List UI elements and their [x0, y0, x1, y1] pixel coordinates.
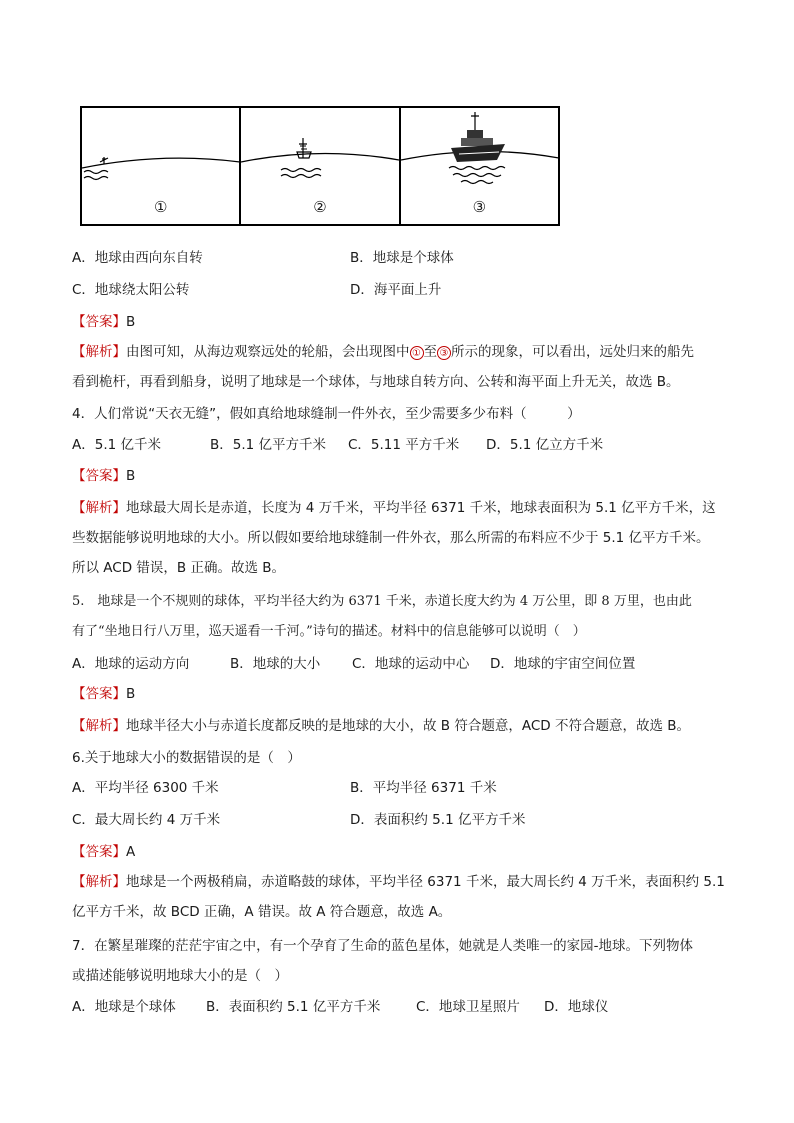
q7-option-c: C．地球卫星照片: [416, 999, 520, 1015]
q4-option-c: C．5.11 平方千米: [348, 437, 460, 453]
q4-analysis-line-1: [72, 498, 716, 518]
q5-option-b: B．地球的大小: [230, 656, 321, 672]
answer-tag: 【答案】: [72, 468, 126, 484]
analysis-tag: 【解析】: [72, 500, 126, 516]
figure-panel-2: [241, 108, 400, 224]
q7-stem-line-2: 或描述能够说明地球大小的是（ ）: [72, 968, 288, 984]
q4-analysis-line-3: 所以 ACD 错误，B 正确。故选 B。: [72, 560, 286, 576]
q6-stem: 6.关于地球大小的数据错误的是（ ）: [72, 750, 301, 766]
q4-stem: 4．人们常说“天衣无缝”，假如真给地球缝制一件外衣，至少需要多少布料（ ）: [72, 406, 581, 422]
q6-analysis-line-1: [72, 872, 725, 892]
answer-value: B: [126, 686, 136, 702]
q6-option-b: B．平均半径 6371 千米: [350, 780, 497, 796]
q5-stem-line-2: 有了“坐地日行八万里，巡天遥看一千河。”诗句的描述。材料中的信息能够可以说明（ ）: [72, 624, 586, 639]
q3-answer: [72, 312, 135, 332]
q4-option-d: D．5.1 亿立方千米: [486, 437, 604, 453]
q4-options: [72, 435, 603, 455]
analysis-tag: 【解析】: [72, 344, 126, 360]
figure-panel-3: [401, 108, 558, 224]
panel-number: ③: [472, 198, 487, 216]
answer-tag: 【答案】: [72, 686, 126, 702]
figure-panel-1: [82, 108, 241, 224]
analysis-text: 所示的现象，可以看出，远处归来的船先: [451, 344, 694, 360]
answer-value: B: [126, 314, 136, 330]
q4-analysis-line-2: 些数据能够说明地球的大小。所以假如要给地球缝制一件外衣，那么所需的布料应不少于 5.1 亿平方千米。: [72, 530, 710, 546]
analysis-text: 地球是一个两极稍扁，赤道略鼓的球体，平均半径 6371 千米，最大周长约 4 万千米，表面积约 5.1: [126, 874, 725, 890]
analysis-text: 地球半径大小与赤道长度都反映的是地球的大小，故 B 符合题意，ACD 不符合题意，故选 B。: [126, 718, 691, 734]
panel-number: ②: [313, 198, 327, 216]
analysis-text: 至: [423, 344, 437, 360]
q3-option-a: A．地球由西向东自转: [72, 250, 203, 266]
q3-analysis-line-1: [72, 342, 694, 362]
q7-stem-line-1: 7．在繁星璀璨的茫茫宇宙之中，有一个孕育了生命的蓝色星体，她就是人类唯一的家园-地球。下列物体: [72, 938, 693, 954]
q5-analysis-line-1: [72, 716, 690, 736]
q4-answer: [72, 466, 135, 486]
analysis-text: 地球最大周长是赤道，长度为 4 万千米，平均半径 6371 千米，地球表面积为 5.1 亿平方千米，这: [126, 500, 716, 516]
q3-option-c: C．地球绕太阳公转: [72, 282, 190, 298]
q3-analysis-line-2: 看到桅杆，再看到船身，说明了地球是一个球体，与地球自转方向、公转和海平面上升无关，故选 B。: [72, 374, 680, 390]
q7-option-d: D．地球仪: [544, 999, 609, 1015]
q7-option-b: B．表面积约 5.1 亿平方千米: [206, 999, 381, 1015]
q5-answer: [72, 684, 135, 704]
q6-option-a: A．平均半径 6300 千米: [72, 780, 219, 796]
answer-tag: 【答案】: [72, 844, 126, 860]
circled-number-3: ③: [437, 346, 451, 360]
q3-option-d: D．海平面上升: [350, 282, 442, 298]
analysis-tag: 【解析】: [72, 718, 126, 734]
q5-option-a: A．地球的运动方向: [72, 656, 190, 672]
circled-number-1: ①: [410, 346, 424, 360]
q7-option-a: A．地球是个球体: [72, 999, 176, 1015]
ship-horizon-figure: [80, 106, 560, 226]
q4-option-a: A．5.1 亿千米: [72, 437, 161, 453]
q7-options: [72, 997, 608, 1017]
q5-option-c: C．地球的运动中心: [352, 656, 470, 672]
q6-answer: [72, 842, 135, 862]
panel-number: ①: [153, 198, 168, 216]
q4-option-b: B．5.1 亿平方千米: [210, 437, 327, 453]
q6-analysis-line-2: 亿平方千米，故 BCD 正确，A 错误。故 A 符合题意，故选 A。: [72, 904, 452, 920]
answer-tag: 【答案】: [72, 314, 126, 330]
q5-options: [72, 654, 635, 674]
analysis-tag: 【解析】: [72, 874, 126, 890]
answer-value: B: [126, 468, 136, 484]
q5-option-d: D．地球的宇宙空间位置: [490, 656, 636, 672]
q6-option-d: D．表面积约 5.1 亿平方千米: [350, 812, 526, 828]
q5-stem-line-1: 5. 地球是一个不规则的球体，平均半径大约为 6371 千米，赤道长度大约为 4 万公里，即 8 万里，也由此: [72, 594, 692, 609]
analysis-text: 由图可知，从海边观察远处的轮船，会出现图中: [126, 344, 410, 360]
q6-option-c: C．最大周长约 4 万千米: [72, 812, 221, 828]
answer-value: A: [126, 844, 136, 860]
q3-option-b: B．地球是个球体: [350, 250, 454, 266]
